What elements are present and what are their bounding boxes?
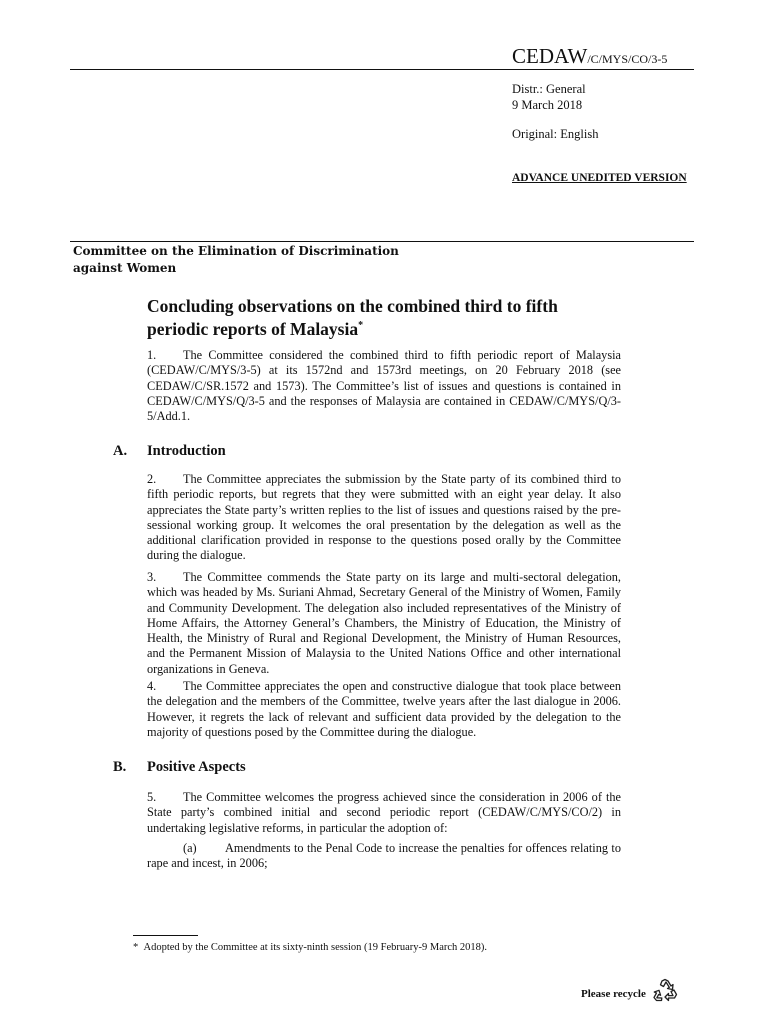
section-b-letter: B. (113, 759, 127, 775)
subparagraph-a (147, 841, 621, 872)
paragraph-number: 5. (147, 790, 157, 804)
original-language: Original: English (512, 127, 599, 141)
subparagraph-letter: (a) (183, 841, 197, 855)
document-symbol-rest: /C/MYS/CO/3-5 (587, 52, 668, 66)
paragraph-text: The Committee considered the combined third to fifth periodic report of Malaysia (CEDAW/C/MYS/3-5) at its 1572nd and 1573rd meetings, on 20 February 2018 (see CEDAW/C/SR.1572 and 1573). The Committee’s list of issues and questions is contained in CEDAW/C/MYS/Q/3-5 and the responses of Malaysia are contained in CEDAW/C/MYS/Q/3-5/Add.1. (147, 348, 621, 424)
document-symbol-main: CEDAW (512, 44, 588, 68)
document-title (147, 296, 607, 339)
recycle-icon (652, 978, 678, 1004)
subparagraph-text: Amendments to the Penal Code to increase the penalties for offences relating to rape and incest, in 2006; (147, 841, 621, 871)
paragraph-number: 2. (147, 472, 157, 486)
paragraph-4 (147, 679, 621, 740)
paragraph-text: The Committee appreciates the submission by the State party of its combined third to fifth periodic reports, but regrets that they were submitted with an eight year delay. It also appreciates the State party’s written replies to the list of issues and questions raised by the pre-sessional working group. It welcomes the oral presentation by the delegation as well as the additional clarification provided in response to the questions posed orally by the Committee during the dialogue. (147, 472, 621, 563)
committee-rule (70, 241, 694, 242)
paragraph-2 (147, 472, 621, 564)
section-a-title: Introduction (147, 443, 226, 459)
title-footnote-marker: * (358, 320, 364, 331)
committee-name: Committee on the Elimination of Discrimination against Women (73, 244, 399, 275)
section-a-letter: A. (113, 443, 128, 459)
document-symbol (512, 44, 667, 69)
paragraph-1 (147, 348, 621, 424)
footnote-text: Adopted by the Committee at its sixty-ninth session (19 February-9 March 2018). (143, 942, 488, 953)
version-label: ADVANCE UNEDITED VERSION (512, 172, 687, 184)
paragraph-number: 3. (147, 570, 157, 584)
header-rule (70, 69, 694, 70)
distribution-label: Distr.: General (512, 82, 586, 96)
please-recycle-label: Please recycle (581, 988, 646, 1000)
footnote (133, 942, 487, 953)
paragraph-text: The Committee appreciates the open and constructive dialogue that took place between the delegation and the members of the Committee, twelve years after the last dialogue in 2006. However, it regrets the lack of relevant and sufficient data provided by the delegation to the majority of questions posed by the Committee during the dialogue. (147, 679, 621, 739)
document-title-text: Concluding observations on the combined third to fifth periodic reports of Malaysia (147, 296, 558, 339)
footnote-marker: * (133, 942, 139, 953)
paragraph-number: 4. (147, 679, 157, 693)
paragraph-number: 1. (147, 348, 157, 362)
paragraph-text: The Committee welcomes the progress achieved since the consideration in 2006 of the State party’s combined initial and second periodic report (CEDAW/C/MYS/CO/2) in undertaking legislative reforms, in particular the adoption of: (147, 790, 621, 835)
footnote-rule (133, 935, 198, 936)
section-b-title: Positive Aspects (147, 759, 246, 775)
paragraph-text: The Committee commends the State party on its large and multi-sectoral delegation, which was headed by Ms. Suriani Ahmad, Secretary General of the Ministry of Women, Family and Community Development. The delegation also included representatives of the Ministry of Home Affairs, the Attorney General’s Chambers, the Ministry of Education, the Ministry of Health, the Ministry of Rural and Regional Development, the Ministry of Human Resources, and the Permanent Mission of Malaysia to the United Nations Office and other international organizations in Geneva. (147, 570, 621, 676)
document-date: 9 March 2018 (512, 98, 583, 112)
paragraph-3 (147, 570, 621, 677)
paragraph-5 (147, 790, 621, 836)
